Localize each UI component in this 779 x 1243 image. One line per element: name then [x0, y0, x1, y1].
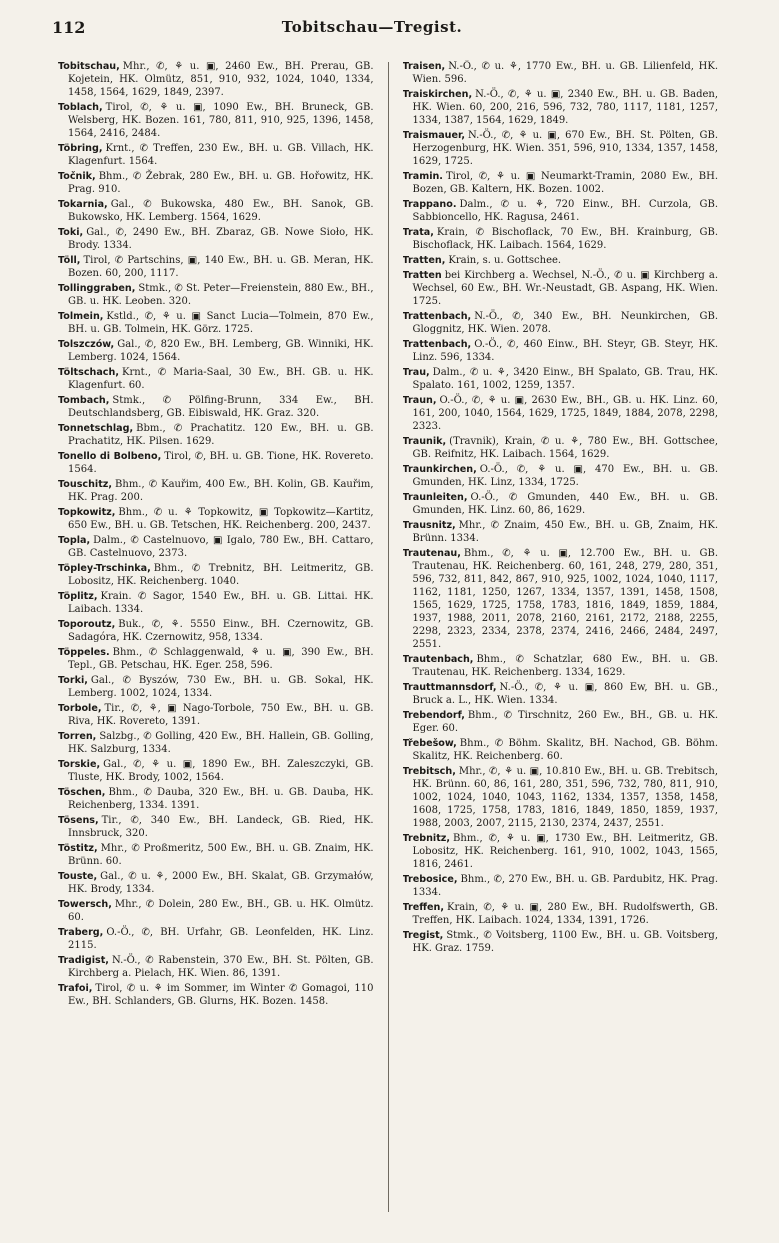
gazetteer-entry: [58, 590, 374, 616]
entry-headword: Torki,: [58, 675, 88, 686]
entry-headword: Točnik,: [58, 171, 96, 182]
entry-text: Kstld., ✆, ⚘ u. ▣ Sanct Lucia—Tolmein, 870 Ew., BH. u. GB. Tolmein, HK. Görz. 1725.: [68, 311, 374, 335]
entry-headword: Topkowitz,: [58, 507, 116, 518]
gazetteer-entry: [403, 709, 719, 735]
entry-headword: Toblach,: [58, 102, 103, 113]
entry-headword: Touschitz,: [58, 479, 113, 490]
entry-text: O.-Ö., ✆, ⚘ u. ▣, 470 Ew., BH. u. GB. Gmunden, HK. Linz, 1334, 1725.: [412, 464, 719, 488]
gazetteer-entry: [58, 954, 374, 980]
entry-text: Buk., ✆, ⚘. 5550 Einw., BH. Czernowitz, GB. Sadagóra, HK. Czernowitz, 958, 1334.: [68, 619, 374, 643]
entry-headword: Traunkirchen,: [402, 464, 477, 475]
gazetteer-entry: [58, 562, 374, 588]
entry-text: Krain. ✆ Sagor, 1540 Ew., BH. u. GB. Littai. HK. Laibach. 1334.: [68, 591, 374, 615]
entry-text: Bhm., ✆, ⚘ u. ▣, 1730 Ew., BH. Leitmeritz, GB. Lobositz, HK. Reichenberg. 161, 910, 1002, 1043, 1565, 1816, 2461.: [412, 833, 719, 870]
entry-headword: Traisen,: [402, 61, 446, 72]
page-header: [52, 18, 692, 42]
gazetteer-entry: [58, 198, 374, 224]
entry-headword: Třebešow,: [402, 738, 457, 749]
gazetteer-entry: [58, 170, 374, 196]
entry-headword: Trauttmannsdorf,: [402, 682, 497, 693]
entry-text: Stmk., ✆ St. Peter—Freienstein, 880 Ew., BH., GB. u. HK. Leoben. 320.: [68, 283, 374, 307]
gazetteer-entry: [58, 646, 374, 672]
gazetteer-entry: [403, 681, 719, 707]
gazetteer-entry: [58, 101, 374, 140]
gazetteer-entry: [58, 394, 374, 420]
entry-text: Gal., ✆, 2490 Ew., BH. Zbaraz, GB. Nowe Sioło, HK. Brody. 1334.: [68, 227, 374, 251]
entry-headword: Tolszczów,: [58, 339, 115, 350]
entry-headword: Töschen,: [58, 787, 106, 798]
gazetteer-entry: [403, 254, 719, 267]
gazetteer-entry: [403, 901, 719, 927]
entry-headword: Trattenbach,: [402, 311, 472, 322]
gazetteer-entry: [58, 254, 374, 280]
gazetteer-entry: [58, 674, 374, 700]
gazetteer-entry: [403, 832, 719, 871]
entry-text: Krain, s. u. Gottschee.: [448, 255, 562, 266]
running-title: Tobitschau—Tregist.: [281, 18, 463, 36]
column-divider: [388, 62, 389, 1212]
gazetteer-entry: [58, 814, 374, 840]
entry-text: N.-Ö., ✆, 340 Ew., BH. Neunkirchen, GB. Gloggnitz, HK. Wien. 2078.: [412, 311, 719, 335]
gazetteer-entry: [403, 547, 719, 651]
entry-text: Krain, ✆ Bischoflack, 70 Ew., BH. Krainburg, GB. Bischoflack, HK. Laibach. 1564, 1629.: [412, 227, 719, 251]
page-number: 112: [52, 18, 86, 37]
gazetteer-entry: [58, 982, 374, 1008]
gazetteer-entry: [403, 394, 719, 433]
entry-headword: Töpley-Trschinka,: [58, 563, 151, 574]
entry-headword: Toki,: [58, 227, 84, 238]
entry-headword: Tratten: [402, 270, 442, 281]
gazetteer-entry: [58, 60, 374, 99]
entry-text: O.-Ö., ✆, BH. Urfahr, GB. Leonfelden, HK. Linz. 2115.: [68, 927, 374, 951]
entry-text: Bhm., ✆, ⚘ u. ▣, 12.700 Ew., BH. u. GB. Trautenau, HK. Reichenberg. 60, 161, 248, 279, 280, 351, 596, 732, 811, 842, 867, 910, 925, 1002, 1024, 1040, 1117, 1162, 1181, 1250, 1267, 1334, 1357, 1391, 1458, 1508, 1565, 1629, 1725, 1758, 1783, 1816, 1849, 1859, 1884, 1937, 1988, 2011, 2078, 2160, 2161, 2172, 2188, 2255, 2298, 2323, 2334, 2378, 2374, 2416, 2466, 2484, 2497, 2551.: [412, 548, 719, 650]
entry-headword: Tramin.: [402, 171, 443, 182]
entry-headword: Trautenau,: [402, 548, 461, 559]
entry-headword: Tobitschau,: [58, 61, 120, 72]
entry-headword: Trautenbach,: [402, 654, 474, 665]
entry-headword: Trebendorf,: [402, 710, 465, 721]
entry-headword: Trappano.: [402, 199, 457, 210]
entry-text: (Travnik), Krain, ✆ u. ⚘, 780 Ew., BH. Gottschee, GB. Reifnitz, HK. Laibach. 1564, 1629.: [412, 436, 719, 460]
left-column: [58, 60, 374, 1230]
entry-headword: Torren,: [58, 731, 97, 742]
entry-text: Salzbg., ✆ Golling, 420 Ew., BH. Hallein, GB. Golling, HK. Salzburg, 1334.: [68, 731, 374, 755]
gazetteer-entry: [58, 338, 374, 364]
entry-headword: Tonnetschlag,: [58, 423, 134, 434]
entry-headword: Trebosice,: [402, 874, 458, 885]
entry-text: Bhm., ✆ Böhm. Skalitz, BH. Nachod, GB. Böhm. Skalitz, HK. Reichenberg. 60.: [412, 738, 719, 762]
entry-text: O.-Ö., ✆, ⚘ u. ▣, 2630 Ew., BH., GB. u. HK. Linz. 60, 161, 200, 1040, 1564, 1629, 1725, 1849, 1884, 2078, 2298, 2323.: [412, 395, 719, 432]
gazetteer-entry: [403, 366, 719, 392]
entry-text: Mhr., ✆ Proßmeritz, 500 Ew., BH. u. GB. Znaim, HK. Brünn. 60.: [68, 843, 374, 867]
gazetteer-entry: [58, 730, 374, 756]
entry-text: Bhm., ✆ Trebnitz, BH. Leitmeritz, GB. Lobositz, HK. Reichenberg. 1040.: [68, 563, 374, 587]
entry-text: Tirol, ✆, ⚘ u. ▣ Neumarkt-Tramin, 2080 Ew., BH. Bozen, GB. Kaltern, HK. Bozen. 1002.: [412, 171, 719, 195]
entry-text: Tir., ✆, ⚘, ▣ Nago-Torbole, 750 Ew., BH. u. GB. Riva, HK. Rovereto, 1391.: [68, 703, 374, 727]
entry-text: Tirol, ✆, BH. u. GB. Tione, HK. Rovereto. 1564.: [68, 451, 374, 475]
entry-text: Mhr., ✆ Znaim, 450 Ew., BH. u. GB, Znaim, HK. Brünn. 1334.: [412, 520, 719, 544]
gazetteer-entry: [58, 534, 374, 560]
gazetteer-entry: [58, 842, 374, 868]
entry-text: O.-Ö., ✆, 460 Einw., BH. Steyr, GB. Steyr, HK. Linz. 596, 1334.: [412, 339, 719, 363]
entry-headword: Traunik,: [402, 436, 447, 447]
entry-headword: Touste,: [58, 871, 98, 882]
gazetteer-entry: [403, 129, 719, 168]
gazetteer-entry: [58, 618, 374, 644]
entry-headword: Tonello di Bolbeno,: [58, 451, 162, 462]
entry-text: Bhm., ✆ Dauba, 320 Ew., BH. u. GB. Dauba, HK. Reichenberg, 1334. 1391.: [68, 787, 374, 811]
entry-text: N.-Ö., ✆, ⚘ u. ▣, 670 Ew., BH. St. Pölten, GB. Herzogenburg, HK. Wien. 351, 596, 910, 1334, 1357, 1458, 1629, 1725.: [412, 130, 719, 167]
gazetteer-entry: [58, 926, 374, 952]
gazetteer-columns: [58, 60, 718, 1230]
entry-headword: Tombach,: [58, 395, 110, 406]
gazetteer-entry: [403, 463, 719, 489]
entry-text: Bhm., ✆ Kauřim, 400 Ew., BH. Kolin, GB. Kauřim, HK. Prag. 200.: [68, 479, 374, 503]
gazetteer-entry: [403, 338, 719, 364]
entry-headword: Tolmein,: [58, 311, 104, 322]
gazetteer-entry: [403, 226, 719, 252]
entry-headword: Trausnitz,: [402, 520, 456, 531]
entry-text: Bhm., ✆ Tirschnitz, 260 Ew., BH., GB. u. HK. Eger. 60.: [412, 710, 719, 734]
entry-text: Gal., ✆, ⚘ u. ▣, 1890 Ew., BH. Zaleszczyki, GB. Tluste, HK. Brody, 1002, 1564.: [68, 759, 374, 783]
entry-headword: Toporoutz,: [58, 619, 116, 630]
entry-text: O.-Ö., ✆ Gmunden, 440 Ew., BH. u. GB. Gmunden, HK. Linz. 60, 86, 1629.: [412, 492, 719, 516]
entry-text: Tir., ✆, 340 Ew., BH. Landeck, GB. Ried, HK. Innsbruck, 320.: [68, 815, 374, 839]
entry-text: Mhr., ✆, ⚘ u. ▣, 10.810 Ew., BH. u. GB. Trebitsch, HK. Brünn. 60, 86, 161, 280, 351, 596, 732, 780, 811, 910, 1002, 1024, 1040, 1043, 1162, 1334, 1357, 1358, 1458, 1608, 1725, 1758, 1783, 1816, 1849, 1850, 1859, 1937, 1988, 2003, 2007, 2115, 2130, 2374, 2437, 2551.: [412, 766, 719, 829]
entry-headword: Traberg,: [58, 927, 104, 938]
entry-text: Bhm., ✆, 270 Ew., BH. u. GB. Pardubitz, HK. Prag. 1334.: [412, 874, 719, 898]
entry-headword: Tokarnia,: [58, 199, 108, 210]
entry-text: Tirol, ✆ u. ⚘ im Sommer, im Winter ✆ Gomagoi, 110 Ew., BH. Schlanders, GB. Glurns, HK. Bozen. 1458.: [68, 983, 374, 1007]
entry-headword: Töll,: [58, 255, 81, 266]
right-column: [403, 60, 719, 1230]
gazetteer-entry: [403, 929, 719, 955]
entry-text: Krnt., ✆ Treffen, 230 Ew., BH. u. GB. Villach, HK. Klagenfurt. 1564.: [68, 143, 374, 167]
entry-text: Bhm., ✆ Schlaggenwald, ⚘ u. ▣, 390 Ew., BH. Tepl., GB. Petschau, HK. Eger. 258, 596.: [68, 647, 374, 671]
entry-headword: Trafoi,: [58, 983, 93, 994]
entry-text: Gal., ✆ Bukowska, 480 Ew., BH. Sanok, GB. Bukowsko, HK. Lemberg. 1564, 1629.: [68, 199, 374, 223]
entry-text: Gal., ✆ u. ⚘, 2000 Ew., BH. Skalat, GB. Grzymałów, HK. Brody, 1334.: [68, 871, 374, 895]
gazetteer-entry: [403, 519, 719, 545]
entry-headword: Torskie,: [58, 759, 101, 770]
entry-text: Tirol, ✆ Partschins, ▣, 140 Ew., BH. u. GB. Meran, HK. Bozen. 60, 200, 1117.: [68, 255, 374, 279]
entry-headword: Töltschach,: [58, 367, 119, 378]
entry-text: Bhm., ✆ Žebrak, 280 Ew., BH. u. GB. Hořowitz, HK. Prag. 910.: [68, 171, 374, 195]
entry-headword: Topla,: [58, 535, 91, 546]
entry-headword: Traismauer,: [402, 130, 465, 141]
entry-headword: Trebitsch,: [402, 766, 456, 777]
entry-headword: Treffen,: [402, 902, 444, 913]
entry-headword: Traun,: [402, 395, 437, 406]
entry-text: Mhr., ✆ Dolein, 280 Ew., BH., GB. u. HK. Olmütz. 60.: [68, 899, 374, 923]
entry-headword: Traiskirchen,: [402, 89, 473, 100]
gazetteer-entry: [58, 702, 374, 728]
entry-headword: Trau,: [402, 367, 430, 378]
entry-text: N.-Ö., ✆, ⚘ u. ▣, 860 Ew, BH. u. GB., Bruck a. L., HK. Wien. 1334.: [412, 682, 719, 706]
entry-headword: Tösens,: [58, 815, 99, 826]
entry-text: N.-Ö., ✆ u. ⚘, 1770 Ew., BH. u. GB. Lilienfeld, HK. Wien. 596.: [412, 61, 719, 85]
gazetteer-entry: [403, 737, 719, 763]
entry-text: N.-Ö., ✆ Rabenstein, 370 Ew., BH. St. Pölten, GB. Kirchberg a. Pielach, HK. Wien. 86, 1391.: [68, 955, 374, 979]
gazetteer-entry: [403, 269, 719, 308]
gazetteer-entry: [58, 758, 374, 784]
gazetteer-entry: [58, 142, 374, 168]
entry-text: Gal., ✆ Byszów, 730 Ew., BH. u. GB. Sokal, HK. Lemberg. 1002, 1024, 1334.: [68, 675, 374, 699]
gazetteer-entry: [58, 870, 374, 896]
entry-text: Krain, ✆, ⚘ u. ▣, 280 Ew., BH. Rudolfswerth, GB. Treffen, HK. Laibach. 1024, 1334, 1391, 1726.: [412, 902, 719, 926]
entry-headword: Trattenbach,: [402, 339, 472, 350]
gazetteer-entry: [58, 506, 374, 532]
gazetteer-entry: [403, 198, 719, 224]
entry-text: Bbm., ✆ Prachatitz. 120 Ew., BH. u. GB. Prachatitz, HK. Pilsen. 1629.: [68, 423, 374, 447]
entry-text: Dalm., ✆ u. ⚘, 3420 Einw., BH Spalato, GB. Trau, HK. Spalato. 161, 1002, 1259, 1357.: [412, 367, 719, 391]
gazetteer-entry: [58, 786, 374, 812]
entry-headword: Töplitz,: [58, 591, 98, 602]
entry-headword: Towersch,: [58, 899, 112, 910]
gazetteer-entry: [58, 366, 374, 392]
entry-text: Bhm., ✆ u. ⚘ Topkowitz, ▣ Topkowitz—Kartitz, 650 Ew., BH. u. GB. Tetschen, HK. Reichenberg. 200, 2437.: [68, 507, 374, 531]
entry-text: Tirol, ✆, ⚘ u. ▣, 1090 Ew., BH. Bruneck, GB. Welsberg, HK. Bozen. 161, 780, 811, 910, 925, 1396, 1458, 1564, 2416, 2484.: [68, 102, 374, 139]
entry-text: N.-Ö., ✆, ⚘ u. ▣, 2340 Ew., BH. u. GB. Baden, HK. Wien. 60, 200, 216, 596, 732, 780, 1117, 1181, 1257, 1334, 1387, 1564, 1629, 1849.: [412, 89, 719, 126]
gazetteer-entry: [403, 491, 719, 517]
entry-headword: Töppeles.: [58, 647, 110, 658]
entry-headword: Trebnitz,: [402, 833, 451, 844]
entry-text: bei Kirchberg a. Wechsel, N.-Ö., ✆ u. ▣ Kirchberg a. Wechsel, 60 Ew., BH. Wr.-Neustadt, GB. Aspang, HK. Wien. 1725.: [412, 270, 719, 307]
gazetteer-entry: [58, 898, 374, 924]
gazetteer-entry: [58, 226, 374, 252]
entry-text: Dalm., ✆ u. ⚘, 720 Einw., BH. Curzola, GB. Sabbioncello, HK. Ragusa, 2461.: [412, 199, 719, 223]
gazetteer-entry: [58, 282, 374, 308]
entry-headword: Tregist,: [402, 930, 444, 941]
gazetteer-entry: [58, 310, 374, 336]
entry-headword: Tollinggraben,: [58, 283, 136, 294]
gazetteer-entry: [403, 765, 719, 830]
gazetteer-entry: [403, 653, 719, 679]
entry-text: Bhm., ✆ Schatzlar, 680 Ew., BH. u. GB. Trautenau, HK. Reichenberg. 1334, 1629.: [412, 654, 719, 678]
gazetteer-entry: [403, 88, 719, 127]
gazetteer-entry: [403, 60, 719, 86]
entry-headword: Traunleiten,: [402, 492, 468, 503]
gazetteer-entry: [403, 435, 719, 461]
gazetteer-entry: [403, 170, 719, 196]
entry-text: Gal., ✆, 820 Ew., BH. Lemberg, GB. Winniki, HK. Lemberg. 1024, 1564.: [68, 339, 374, 363]
entry-text: Dalm., ✆ Castelnuovo, ▣ Igalo, 780 Ew., BH. Cattaro, GB. Castelnuovo, 2373.: [68, 535, 374, 559]
entry-text: Mhr., ✆, ⚘ u. ▣, 2460 Ew., BH. Prerau, GB. Kojetein, HK. Olmütz, 851, 910, 932, 1024, 1040, 1334, 1458, 1564, 1629, 1849, 2397.: [68, 61, 374, 98]
entry-headword: Tradigist,: [58, 955, 109, 966]
gazetteer-entry: [58, 450, 374, 476]
gazetteer-entry: [58, 478, 374, 504]
entry-text: Krnt., ✆ Maria-Saal, 30 Ew., BH. GB. u. HK. Klagenfurt. 60.: [68, 367, 374, 391]
entry-headword: Trata,: [402, 227, 434, 238]
gazetteer-entry: [403, 310, 719, 336]
entry-text: Stmk., ✆ Pölfing-Brunn, 334 Ew., BH. Deutschlandsberg, GB. Eibiswald, HK. Graz. 320.: [68, 395, 374, 419]
gazetteer-entry: [58, 422, 374, 448]
entry-text: Stmk., ✆ Voitsberg, 1100 Ew., BH. u. GB. Voitsberg, HK. Graz. 1759.: [412, 930, 719, 954]
entry-headword: Tratten,: [402, 255, 446, 266]
entry-headword: Töstitz,: [58, 843, 98, 854]
entry-headword: Töbring,: [58, 143, 103, 154]
gazetteer-entry: [403, 873, 719, 899]
entry-headword: Torbole,: [58, 703, 102, 714]
